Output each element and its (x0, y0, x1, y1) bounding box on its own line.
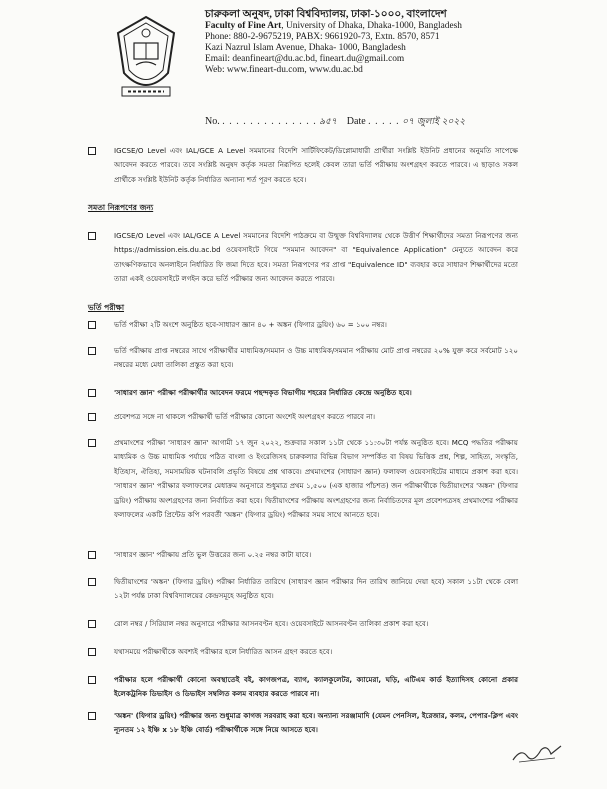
checkbox-icon (88, 551, 96, 559)
section-heading-equivalence: সমতা নিরূপণের জন্য (88, 203, 154, 212)
list-item: 'সাধারণ জ্ঞান' পরীক্ষা পরীক্ষার্থীর আবেদন ফরমে পছন্দকৃত বিভাগীয় শহরের নির্ধারিত কেন্দ্রে অনুষ্ঠিত হবে। (88, 386, 518, 400)
institute-name-bn: চারুকলা অনুষদ, ঢাকা বিশ্ববিদ্যালয়, ঢাকা-১০০০, বাংলাদেশ (205, 9, 447, 20)
section-heading-exam: ভর্তি পরীক্ষা (88, 303, 125, 312)
list-item: 'অঙ্কন' (ফিগার ড্রয়িং) পরীক্ষার জন্য শুধুমাত্র কাগজ সরবরাহ করা হবে। অন্যান্য সরঞ্জামাদি (যেমন পেনসিল, ইরেজার, কলম, পেপার-ক্লিপ এবং ন্যূনতম ১২ ইঞ্চি x ১৮ ইঞ্চি বোর্ড) পরীক্ষার্থীকে সঙ্গে নিয়ে আসতে হবে। (88, 709, 518, 738)
list-item: ভর্তি পরীক্ষায় প্রাপ্ত নম্বরের সাথে পরীক্ষার্থীর মাধ্যমিক/সমমান ও উচ্চ মাধ্যমিক/সমমান পরীক্ষায় মোট প্রাপ্ত নম্বরের ২০% যুক্ত করে সর্বমোট ১২০ নম্বরের মধ্যে মেধা তালিকা প্রস্তুত করা হবে। (88, 344, 518, 373)
phone-line: Phone: 880-2-9675219, PABX: 9661920-73, Extn. 8570, 8571 (205, 32, 440, 42)
list-item: রোল নম্বর / সিরিয়াল নম্বর অনুসারে পরীক্ষার আসনবণ্টন হবে। ওয়েবসাইটে আসনবণ্টন তালিকা প্রকাশ করা হবে। (88, 617, 518, 631)
checkbox-icon (88, 648, 96, 656)
no-label: No. (205, 116, 220, 127)
faculty-line (205, 21, 605, 32)
list-item: IGCSE/O Level এবং IAL/GCE A Level সমমানের বিদেশি সার্টিফিকেট/ডিপ্লোমাধারী প্রার্থীরা সংশ্লিষ্ট ইউনিট প্রধানের অনুমতি সাপেক্ষে আবেদন করতে পারবে। তবে সংশ্লিষ্ট অনুষদ কর্তৃক সমতা নিরূপিত হলেই কেবল তারা ভর্তি পরীক্ষায় অংশগ্রহণ করতে পারবে। এ ছাড়াও সকল প্রার্থীকে সংশ্লিষ্ট ইউনিট কর্তৃক নির্ধারিত অন্যান্য শর্ত পূরণ করতে হবে। (88, 144, 518, 187)
date-dots: . . . . . (368, 116, 400, 127)
letterhead-text (205, 8, 605, 76)
checkbox-icon (88, 347, 96, 355)
date-label: Date (346, 116, 366, 127)
list-item: 'সাধারণ জ্ঞান' পরীক্ষায় প্রতি ভুল উত্তরের জন্য ০.২৫ নম্বর কাটা যাবে। (88, 548, 518, 562)
list-item: প্রথমাংশের পরীক্ষা 'সাধারণ জ্ঞান' আগামী ১৭ জুন ২০২২, শুক্রবার সকাল ১১টা থেকে ১১:৩০টা পর্যন্ত অনুষ্ঠিত হবে। MCQ পদ্ধতির পরীক্ষায় মাধ্যমিক ও উচ্চ মাধ্যমিক পর্যায়ে পঠিত বাংলা ও ইংরেজিসহ চারুকলার বিভিন্ন বিভাগ সম্পর্কিত বা বিষয় ভিত্তিক প্রশ্ন, শিল্প, সাহিত্য, সংস্কৃতি, ইতিহাস, ঐতিহ্য, সমসাময়িক ঘটনাবলি প্রভৃতি বিষয়ে প্রশ্ন থাকবে। প্রথমাংশের (সাধারণ জ্ঞান) ফলাফল ওয়েবসাইটের মাধ্যমে প্রকাশ করা হবে। 'সাধারণ জ্ঞান' পরীক্ষার ফলাফলের মেধাক্রম অনুসারে শুধুমাত্র প্রথম ১,৫০০ (এক হাজার পাঁচশত) জন পরীক্ষার্থীকে দ্বিতীয়াংশের 'অঙ্কন' (ফিগার ড্রয়িং) পরীক্ষায় অংশগ্রহণের জন্য নির্বাচিত করা হবে। দ্বিতীয়াংশের পরীক্ষায় অংশগ্রহণের জন্য নির্বাচিতদের মূল প্রবেশপত্রসহ প্রথমাংশের পরীক্ষার ফলাফলের একটি প্রিন্টেড কপি পরবর্তী 'অঙ্কন' (ফিগার ড্রয়িং) পরীক্ষার সময় সাথে আনতে হবে। (88, 436, 518, 522)
no-value: ৯৫৭ (319, 117, 337, 127)
list-item: প্রবেশপত্র সঙ্গে না থাকলে পরীক্ষার্থী ভর্তি পরীক্ষার কোনো অংশেই অংশগ্রহণ করতে পারবে না। (88, 410, 518, 424)
date-value: ০৭ জুলাই ২০২২ (402, 117, 466, 127)
checkbox-icon (88, 439, 96, 447)
checkbox-icon (88, 712, 96, 720)
checkbox-icon (88, 676, 96, 684)
checkbox-icon (88, 578, 96, 586)
faculty-name: Faculty of Fine Art (205, 21, 282, 31)
checkbox-icon (88, 413, 96, 421)
letterhead (0, 0, 607, 135)
checkbox-icon (88, 147, 96, 155)
reference-row (205, 114, 605, 129)
list-item: যথাসময়ে পরীক্ষার্থীকে অবশ্যই পরীক্ষার হলে নির্ধারিত আসন গ্রহণ করতে হবে। (88, 645, 518, 659)
list-item: পরীক্ষার হলে পরীক্ষার্থী কোনো অবস্থাতেই বই, কাগজপত্র, ব্যাগ, ক্যালকুলেটর, ক্যামেরা, ঘড়ি, এটিএম কার্ড ইত্যাদিসহ কোনো প্রকার ইলেকট্রনিক ডিভাইস ও ডিভাইস সম্বলিত কলম ব্যবহার করতে পারবে না। (88, 673, 518, 702)
checkbox-icon (88, 389, 96, 397)
checkbox-icon (88, 620, 96, 628)
university-seal-logo (114, 15, 178, 99)
list-item: ভর্তি পরীক্ষা ২টি অংশে অনুষ্ঠিত হবে-সাধারণ জ্ঞান ৪০ + অঙ্কন (ফিগার ড্রয়িং) ৬০ = ১০০ নম্বর। (88, 318, 518, 332)
checkbox-icon (88, 321, 96, 329)
checkbox-icon (88, 232, 96, 240)
list-item: দ্বিতীয়াংশের 'অঙ্কন' (ফিগার ড্রয়িং) পরীক্ষা নির্ধারিত তারিখে (সাধারণ জ্ঞান পরীক্ষার দিন তারিখ জানিয়ে দেয়া হবে) সকাল ১১টা থেকে বেলা ১২টা পর্যন্ত ঢাকা বিশ্ববিদ্যালয়ের কেন্দ্রসমূহে অনুষ্ঠিত হবে। (88, 575, 518, 604)
email-line: Email: deanfineart@du.ac.bd, fineart.du@gmail.com (205, 54, 405, 64)
address-line: Kazi Nazrul Islam Avenue, Dhaka- 1000, Bangladesh (205, 43, 406, 53)
web-line: Web: www.fineart-du.com, www.du.ac.bd (205, 65, 363, 75)
no-dots-left: . . . . . . . . . . . . . . (222, 116, 317, 127)
signature (511, 740, 563, 764)
list-item: IGCSE/O Level এবং IAL/GCE A Level সমমানের বিদেশি পাঠক্রমে বা উন্মুক্ত বিশ্ববিদ্যালয় থেকে উত্তীর্ণ শিক্ষার্থীদের সমতা নিরূপণের জন্য https://admission.eis.du.ac.bd ওয়েবসাইটে গিয়ে "সমমান আবেদন" বা "Equivalence Application" মেন্যুতে আবেদন করে তাৎক্ষণিকভাবে অনলাইনে নির্ধারিত ফি জমা দিতে হবে। সমতা নিরূপণের পর প্রাপ্ত "Equivalence ID" ব্যবহার করে সাধারণ শিক্ষার্থীদের মতো তারা একই ওয়েবসাইটে লগইন করে ভর্তি পরীক্ষার জন্য আবেদন করতে পারবে। (88, 229, 518, 287)
faculty-rest: , University of Dhaka, Dhaka-1000, Bangladesh (281, 21, 462, 31)
